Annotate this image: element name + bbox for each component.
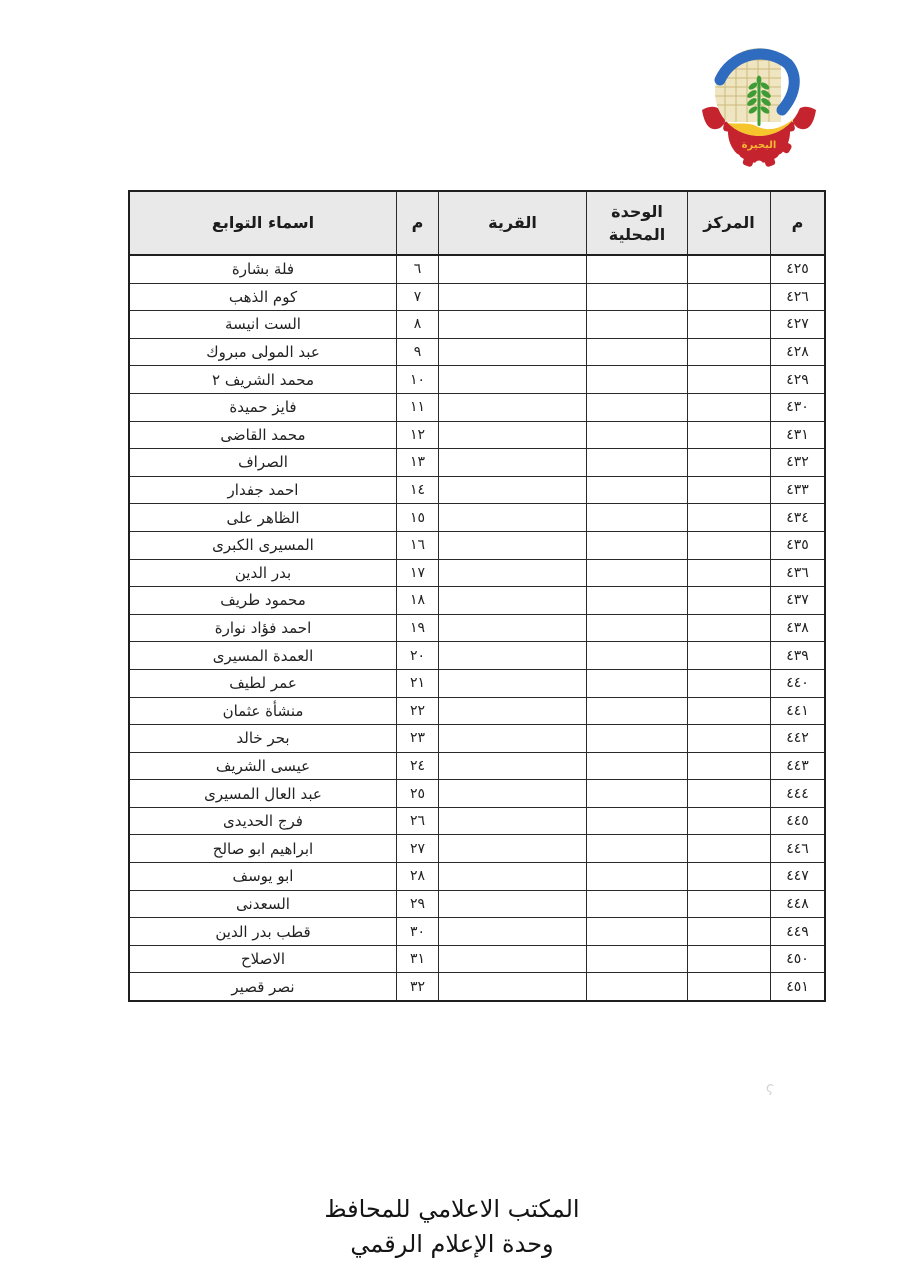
serial-cell: ٤٢٥ xyxy=(771,255,826,283)
table-row xyxy=(129,531,825,559)
table-row xyxy=(129,890,825,918)
index-cell: ٢٤ xyxy=(397,752,439,780)
table-row xyxy=(129,449,825,477)
table-row xyxy=(129,311,825,339)
local-unit-cell xyxy=(587,559,688,587)
center-cell xyxy=(688,587,771,615)
index-cell: ٢٢ xyxy=(397,697,439,725)
center-cell xyxy=(688,642,771,670)
serial-cell: ٤٤٧ xyxy=(771,863,826,891)
serial-cell: ٤٢٧ xyxy=(771,311,826,339)
table-row xyxy=(129,945,825,973)
center-cell xyxy=(688,973,771,1001)
local-unit-cell xyxy=(587,255,688,283)
index-cell: ١٥ xyxy=(397,504,439,532)
serial-cell: ٤٤٣ xyxy=(771,752,826,780)
serial-cell: ٤٢٩ xyxy=(771,366,826,394)
subsidiary-name-cell: بحر خالد xyxy=(129,725,397,753)
table-row xyxy=(129,918,825,946)
subsidiary-name-cell: عبد العال المسيرى xyxy=(129,780,397,808)
center-cell xyxy=(688,393,771,421)
subsidiaries-table xyxy=(128,190,826,1002)
center-cell xyxy=(688,421,771,449)
footer-media-office: المكتب الاعلامي للمحافظ xyxy=(324,1195,580,1223)
subsidiary-name-cell: فرج الحديدى xyxy=(129,807,397,835)
village-cell xyxy=(439,311,587,339)
subsidiary-name-cell: احمد جفدار xyxy=(129,476,397,504)
local-unit-cell xyxy=(587,283,688,311)
governorate-emblem-graphic xyxy=(692,36,826,170)
local-unit-cell xyxy=(587,973,688,1001)
center-cell xyxy=(688,725,771,753)
table-row xyxy=(129,973,825,1001)
index-cell: ٢٨ xyxy=(397,863,439,891)
header-village: القرية xyxy=(439,191,587,255)
center-cell xyxy=(688,780,771,808)
subsidiary-name-cell: احمد فؤاد نوارة xyxy=(129,614,397,642)
subsidiary-name-cell: قطب بدر الدين xyxy=(129,918,397,946)
local-unit-cell xyxy=(587,393,688,421)
table-header xyxy=(129,191,825,255)
index-cell: ٣٢ xyxy=(397,973,439,1001)
subsidiary-name-cell: السعدنى xyxy=(129,890,397,918)
serial-cell: ٤٤٤ xyxy=(771,780,826,808)
index-cell: ٦ xyxy=(397,255,439,283)
index-cell: ٨ xyxy=(397,311,439,339)
subsidiary-name-cell: الظاهر على xyxy=(129,504,397,532)
local-unit-cell xyxy=(587,476,688,504)
village-cell xyxy=(439,780,587,808)
local-unit-cell xyxy=(587,918,688,946)
local-unit-cell xyxy=(587,642,688,670)
center-cell xyxy=(688,255,771,283)
table-row xyxy=(129,587,825,615)
village-cell xyxy=(439,807,587,835)
table-row xyxy=(129,697,825,725)
center-cell xyxy=(688,338,771,366)
subsidiary-name-cell: كوم الذهب xyxy=(129,283,397,311)
subsidiary-name-cell: فايز حميدة xyxy=(129,393,397,421)
index-cell: ٢٩ xyxy=(397,890,439,918)
table-row xyxy=(129,780,825,808)
local-unit-cell xyxy=(587,807,688,835)
village-cell xyxy=(439,283,587,311)
index-cell: ١٧ xyxy=(397,559,439,587)
serial-cell: ٤٤٦ xyxy=(771,835,826,863)
header-names: اسماء التوابع xyxy=(129,191,397,255)
logo-governorate-name: البحيرة xyxy=(741,140,777,151)
index-cell: ٢١ xyxy=(397,669,439,697)
local-unit-cell xyxy=(587,725,688,753)
header-local-unit: الوحدة المحلية xyxy=(587,191,688,255)
table-row xyxy=(129,255,825,283)
village-cell xyxy=(439,531,587,559)
index-cell: ١٤ xyxy=(397,476,439,504)
village-cell xyxy=(439,449,587,477)
center-cell xyxy=(688,863,771,891)
serial-cell: ٤٣٥ xyxy=(771,531,826,559)
subsidiary-name-cell: بدر الدين xyxy=(129,559,397,587)
local-unit-cell xyxy=(587,697,688,725)
serial-cell: ٤٤٠ xyxy=(771,669,826,697)
index-cell: ١٨ xyxy=(397,587,439,615)
header-center: المركز xyxy=(688,191,771,255)
center-cell xyxy=(688,697,771,725)
index-cell: ٢٧ xyxy=(397,835,439,863)
serial-cell: ٤٤٢ xyxy=(771,725,826,753)
village-cell xyxy=(439,393,587,421)
village-cell xyxy=(439,559,587,587)
index-cell: ٢٣ xyxy=(397,725,439,753)
village-cell xyxy=(439,725,587,753)
center-cell xyxy=(688,366,771,394)
footer-digital-media-unit: وحدة الإعلام الرقمي xyxy=(350,1229,554,1258)
index-cell: ٧ xyxy=(397,283,439,311)
serial-cell: ٤٤٨ xyxy=(771,890,826,918)
header-index: م xyxy=(397,191,439,255)
village-cell xyxy=(439,973,587,1001)
local-unit-cell xyxy=(587,614,688,642)
table-row xyxy=(129,476,825,504)
index-cell: ١١ xyxy=(397,393,439,421)
subsidiary-name-cell: محمد الشريف ٢ xyxy=(129,366,397,394)
village-cell xyxy=(439,338,587,366)
subsidiary-name-cell: العمدة المسيرى xyxy=(129,642,397,670)
table-row xyxy=(129,559,825,587)
subsidiary-name-cell: الاصلاح xyxy=(129,945,397,973)
serial-cell: ٤٥٠ xyxy=(771,945,826,973)
index-cell: ١٣ xyxy=(397,449,439,477)
page-footer xyxy=(0,1192,904,1262)
index-cell: ٢٠ xyxy=(397,642,439,670)
center-cell xyxy=(688,807,771,835)
index-cell: ٢٥ xyxy=(397,780,439,808)
village-cell xyxy=(439,421,587,449)
village-cell xyxy=(439,752,587,780)
village-cell xyxy=(439,504,587,532)
center-cell xyxy=(688,504,771,532)
serial-cell: ٤٣٨ xyxy=(771,614,826,642)
subsidiary-name-cell: ابو يوسف xyxy=(129,863,397,891)
serial-cell: ٤٣٩ xyxy=(771,642,826,670)
serial-cell: ٤٣٣ xyxy=(771,476,826,504)
table-row xyxy=(129,393,825,421)
village-cell xyxy=(439,614,587,642)
center-cell xyxy=(688,890,771,918)
subsidiary-name-cell: ابراهيم ابو صالح xyxy=(129,835,397,863)
serial-cell: ٤٣٤ xyxy=(771,504,826,532)
header-row xyxy=(129,191,825,255)
center-cell xyxy=(688,476,771,504)
index-cell: ٢٦ xyxy=(397,807,439,835)
local-unit-cell xyxy=(587,338,688,366)
serial-cell: ٤٢٨ xyxy=(771,338,826,366)
village-cell xyxy=(439,835,587,863)
serial-cell: ٤٥١ xyxy=(771,973,826,1001)
center-cell xyxy=(688,918,771,946)
beheira-governorate-logo xyxy=(692,36,826,170)
subsidiary-name-cell: عمر لطيف xyxy=(129,669,397,697)
table-row xyxy=(129,338,825,366)
center-cell xyxy=(688,614,771,642)
local-unit-cell xyxy=(587,835,688,863)
local-unit-cell xyxy=(587,366,688,394)
village-cell xyxy=(439,945,587,973)
village-cell xyxy=(439,255,587,283)
center-cell xyxy=(688,752,771,780)
subsidiary-name-cell: فلة بشارة xyxy=(129,255,397,283)
serial-cell: ٤٣٠ xyxy=(771,393,826,421)
table-row xyxy=(129,807,825,835)
subsidiary-name-cell: الست انيسة xyxy=(129,311,397,339)
subsidiary-name-cell: منشأة عثمان xyxy=(129,697,397,725)
subsidiary-name-cell: الصراف xyxy=(129,449,397,477)
center-cell xyxy=(688,835,771,863)
local-unit-cell xyxy=(587,752,688,780)
center-cell xyxy=(688,559,771,587)
center-cell xyxy=(688,669,771,697)
local-unit-cell xyxy=(587,780,688,808)
table-row xyxy=(129,669,825,697)
scan-artifact: ς xyxy=(764,1079,776,1097)
table-row xyxy=(129,421,825,449)
subsidiary-name-cell: محمود طريف xyxy=(129,587,397,615)
local-unit-cell xyxy=(587,421,688,449)
local-unit-cell xyxy=(587,449,688,477)
table-row xyxy=(129,863,825,891)
table-row xyxy=(129,504,825,532)
village-cell xyxy=(439,366,587,394)
table-body xyxy=(129,255,825,1001)
serial-cell: ٤٤١ xyxy=(771,697,826,725)
village-cell xyxy=(439,669,587,697)
subsidiary-name-cell: المسيرى الكبرى xyxy=(129,531,397,559)
local-unit-cell xyxy=(587,863,688,891)
village-cell xyxy=(439,863,587,891)
serial-cell: ٤٣٦ xyxy=(771,559,826,587)
table-row xyxy=(129,752,825,780)
local-unit-cell xyxy=(587,669,688,697)
center-cell xyxy=(688,531,771,559)
serial-cell: ٤٣٢ xyxy=(771,449,826,477)
index-cell: ١٢ xyxy=(397,421,439,449)
header-serial: م xyxy=(771,191,826,255)
village-cell xyxy=(439,642,587,670)
village-cell xyxy=(439,587,587,615)
index-cell: ٣٠ xyxy=(397,918,439,946)
table-row xyxy=(129,725,825,753)
center-cell xyxy=(688,283,771,311)
serial-cell: ٤٤٩ xyxy=(771,918,826,946)
index-cell: ٩ xyxy=(397,338,439,366)
subsidiary-name-cell: محمد القاضى xyxy=(129,421,397,449)
serial-cell: ٤٢٦ xyxy=(771,283,826,311)
center-cell xyxy=(688,311,771,339)
table-row xyxy=(129,642,825,670)
village-cell xyxy=(439,890,587,918)
serial-cell: ٤٣١ xyxy=(771,421,826,449)
local-unit-cell xyxy=(587,945,688,973)
table-row xyxy=(129,614,825,642)
index-cell: ١٩ xyxy=(397,614,439,642)
center-cell xyxy=(688,449,771,477)
village-cell xyxy=(439,476,587,504)
table-row xyxy=(129,366,825,394)
local-unit-cell xyxy=(587,311,688,339)
village-cell xyxy=(439,697,587,725)
serial-cell: ٤٤٥ xyxy=(771,807,826,835)
serial-cell: ٤٣٧ xyxy=(771,587,826,615)
center-cell xyxy=(688,945,771,973)
index-cell: ٣١ xyxy=(397,945,439,973)
subsidiary-name-cell: عبد المولى مبروك xyxy=(129,338,397,366)
index-cell: ١٦ xyxy=(397,531,439,559)
local-unit-cell xyxy=(587,531,688,559)
local-unit-cell xyxy=(587,890,688,918)
subsidiary-name-cell: عيسى الشريف xyxy=(129,752,397,780)
table-row xyxy=(129,835,825,863)
subsidiary-name-cell: نصر قصير xyxy=(129,973,397,1001)
village-cell xyxy=(439,918,587,946)
local-unit-cell xyxy=(587,587,688,615)
local-unit-cell xyxy=(587,504,688,532)
index-cell: ١٠ xyxy=(397,366,439,394)
table-row xyxy=(129,283,825,311)
